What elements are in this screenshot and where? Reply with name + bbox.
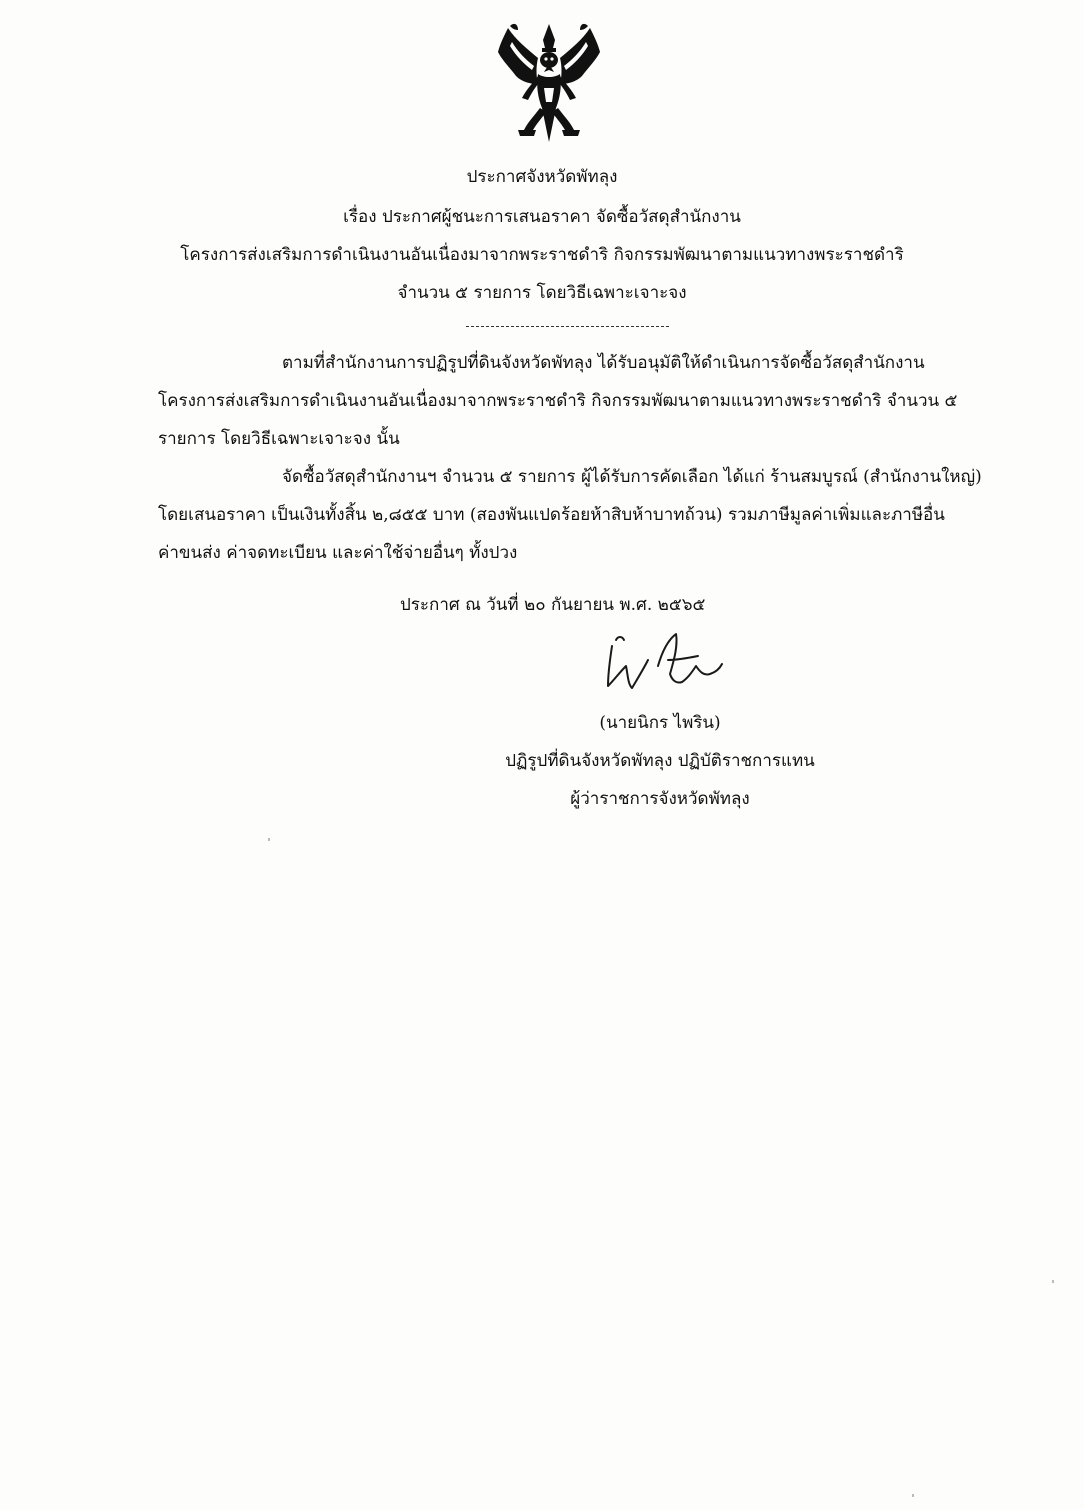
announcement-subject: เรื่อง ประกาศผู้ชนะการเสนอราคา จัดซื้อวัสดุสำนักงาน bbox=[343, 207, 741, 227]
separator-dashed bbox=[466, 326, 669, 327]
paragraph-1-line-3: รายการ โดยวิธีเฉพาะเจาะจง นั้น bbox=[158, 429, 400, 449]
announcement-date: ประกาศ ณ วันที่ ๒๐ กันยายน พ.ศ. ๒๕๖๕ bbox=[400, 595, 706, 615]
signatory-position-2: ผู้ว่าราชการจังหวัดพัทลุง bbox=[570, 789, 750, 809]
item-count-method: จำนวน ๕ รายการ โดยวิธีเฉพาะเจาะจง bbox=[397, 283, 687, 303]
paragraph-1-line-1: ตามที่สำนักงานการปฏิรูปที่ดินจังหวัดพัทลุง ได้รับอนุมัติให้ดำเนินการจัดซื้อวัสดุสำนักงาน bbox=[282, 353, 925, 373]
paragraph-2-line-1: จัดซื้อวัสดุสำนักงานฯ จำนวน ๕ รายการ ผู้ได้รับการคัดเลือก ได้แก่ ร้านสมบูรณ์ (สำนักงานใหญ่) bbox=[282, 467, 982, 487]
handwritten-signature bbox=[598, 626, 726, 696]
scan-speck bbox=[912, 1494, 914, 1497]
scan-speck bbox=[268, 838, 270, 841]
paragraph-2-line-2: โดยเสนอราคา เป็นเงินทั้งสิ้น ๒,๘๕๕ บาท (สองพันแปดร้อยห้าสิบห้าบาทถ้วน) รวมภาษีมูลค่าเพิ่มและภาษีอื่น bbox=[158, 505, 945, 525]
paragraph-1-line-2: โครงการส่งเสริมการดำเนินงานอันเนื่องมาจากพระราชดำริ กิจกรรมพัฒนาตามแนวทางพระราชดำริ จำนวน ๕ bbox=[158, 391, 958, 411]
announcement-title: ประกาศจังหวัดพัทลุง bbox=[466, 167, 618, 187]
garuda-emblem-icon bbox=[488, 18, 610, 146]
project-name: โครงการส่งเสริมการดำเนินงานอันเนื่องมาจากพระราชดำริ กิจกรรมพัฒนาตามแนวทางพระราชดำริ bbox=[180, 245, 904, 265]
signatory-name: (นายนิกร ไพริน) bbox=[599, 713, 721, 733]
scan-speck bbox=[1052, 1280, 1054, 1283]
paragraph-2-line-3: ค่าขนส่ง ค่าจดทะเบียน และค่าใช้จ่ายอื่นๆ ทั้งปวง bbox=[158, 543, 518, 563]
signatory-position: ปฏิรูปที่ดินจังหวัดพัทลุง ปฏิบัติราชการแทน bbox=[505, 751, 815, 771]
